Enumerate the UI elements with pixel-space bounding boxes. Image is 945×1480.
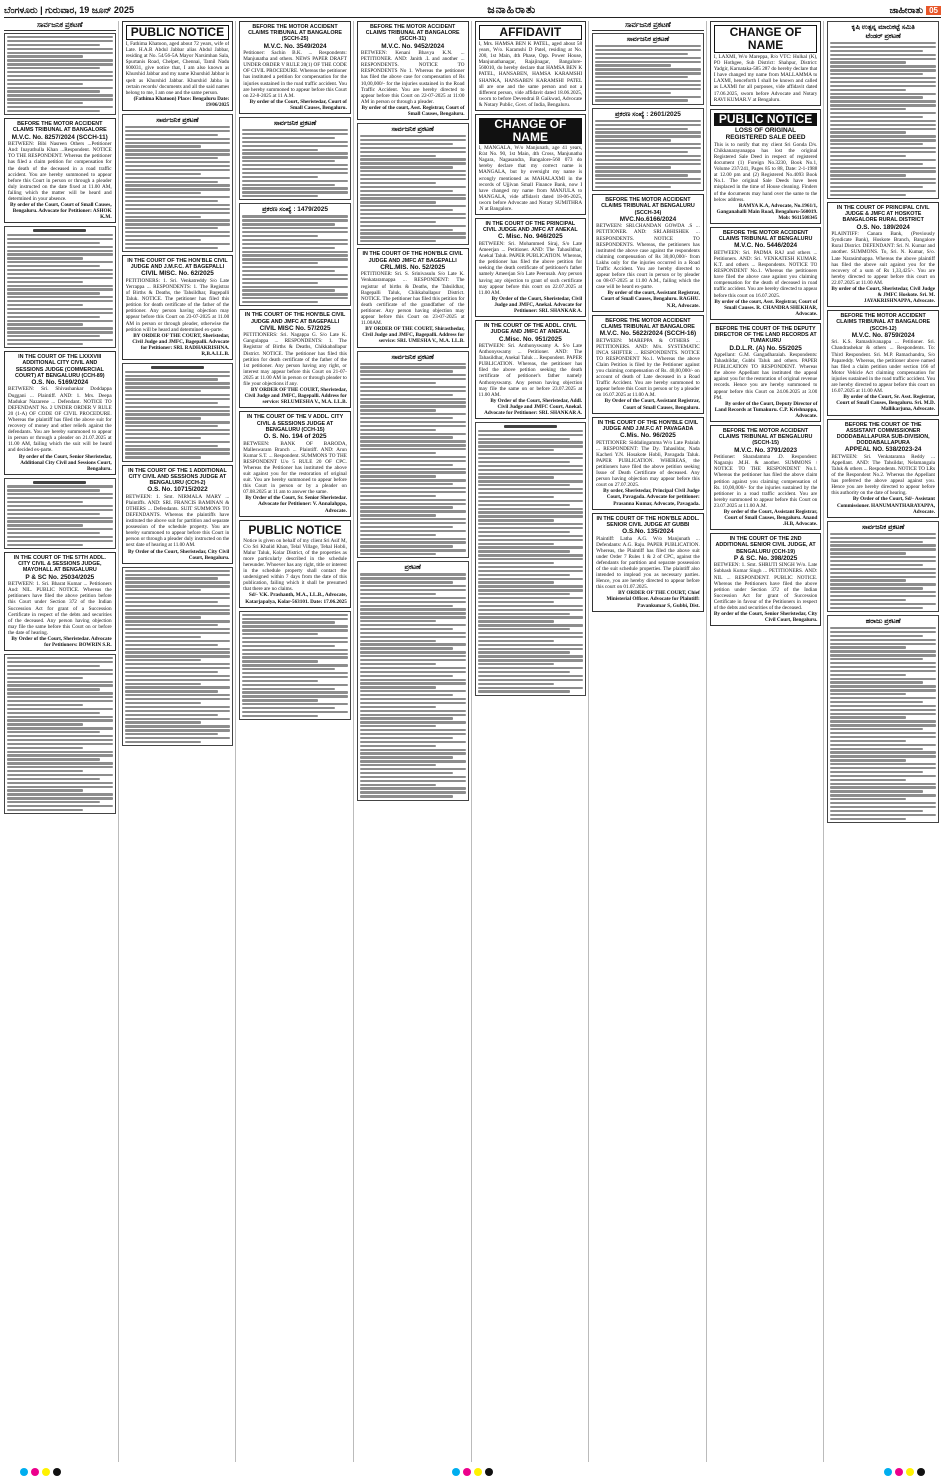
notice-signature: By Order of the Court, Sheristedar, City Civil Court, Bengaluru. — [127, 548, 230, 561]
notice-heading: IN THE COURT OF THE 2ND ADDITIONAL SENIOR CIVIL JUDGE, AT BENGALURU (CCH-19) — [715, 536, 816, 555]
notice-heading: BEFORE THE MOTOR ACCIDENT CLAIMS TRIBUNAL AT BENGALURU (SCCH-15) — [718, 428, 813, 447]
court-notice — [239, 411, 351, 516]
notice-heading: IN THE COURT OF THE ADDL. CIVIL JUDGE AND JMFC AT ANEKAL — [483, 323, 577, 336]
court-notice — [239, 309, 351, 408]
notice-body: PETITIONER: Siddalingamma W/o Late Palaiah ... RESPONDENT: The Dy. Tahasildar, Nada Kacheri Y.N. Hosakote Hobli, Pavagada Taluk. PAPER PUBLICATION. WHEREAS, the petitioners have filed the above petition seeking Issue of Death Certificate of deceased. Any person having objection may appear before this court on 27.07.2025. — [596, 439, 700, 489]
kannada-notice-title: ಹರಾಜು ಪ್ರಕಟಣೆ — [865, 617, 901, 625]
text-lines — [595, 45, 701, 102]
color-registration-marks-left — [20, 1468, 61, 1476]
notice-heading: IN THE COURT OF THE HON'BLE CIVIL JUDGE AND J.M.F.C AT PAVAGADA — [597, 419, 699, 432]
case-number: C.Mis. No. 96/2025 — [620, 432, 676, 440]
notice-body: Sri. K.S. Ramashivanappa ... Petitioner. Sri. Chandrashekar & others ... Respondents. To: Third Respondent. Sri. M.P. Ramachandra, S/o Papareddy. Whereas, the petitioner above named has filed a claim petition under section 166 of Motor Vehicle Act claiming compensation for injuries sustained in the road traffic accident. You are hereby directed to appear before this court on 16.07.2025 at 11.00 AM. — [831, 339, 935, 395]
text-lines — [7, 657, 113, 811]
masthead: ಜನಾಹಿರಾತು — [487, 4, 537, 16]
notice-body: PETITIONERS: 1. Sri. Venkatreddy S/o Late Yerrappa ... RESPONDENTS: 1. The Registrar of Births & Deaths, the Tahsildhar, Bagepalli Taluk. NOTICE. The petitioner has filed this petition for death certificate of the father of the petitioner. Any person having objection may appear before this Court on 23-07-2025 at 11.00 AM in person or through pleader, otherwise the petition will be heard and determined ex-parte. — [125, 277, 230, 333]
text-lines — [830, 42, 936, 196]
notice-title: PUBLIC NOTICE — [126, 25, 230, 40]
page-header — [4, 4, 941, 18]
notice-heading: IN THE COURT OF THE PRINCIPAL CIVIL JUDGE AND JMFC AT ANEKAL — [482, 221, 578, 234]
notice-body: Petitioner: Sharadamma .D. Respondent: Nagaraju .M.H. & another. SUMMONS / NOTICE TO THE RESPONDENT No.1. Whereas the petitioner has filed the above claim petition against you claiming compensation of Rs. 10,00,000/- for the injuries sustained by the petitioner in a road traffic accident. You are hereby summoned to appear before this Court on 23.07.2025 at 11.00 A.M. — [713, 454, 818, 509]
columns — [4, 21, 941, 1462]
black-dot-icon — [485, 1468, 493, 1476]
court-notice — [592, 315, 704, 414]
notice-body: BETWEEN: Sri. Mohammed Siraj, S/o Late Ameerjan ... Petitioner. AND: The Tahasildhar, Anekal Taluk. PAPER PUBLICATION. Whereas, the petitioner has filed the above petition for seeking the death certificate of petitioner's father namely Ameerjan S/o Late Peerusab. Any person having any objection to grant of such certificate may appear before this court on 22.07.2025 at 11.00 AM. — [478, 240, 583, 296]
kannada-notice-title: ಸಾರ್ವಜನಿಕ ಪ್ರಕಟಣೆ — [862, 523, 905, 531]
notice-body: BETWEEN: Sri. PADMA RAJ and others ... Petitioners. AND: Sri. VENKATESH KUMAR. K.T. and others ... Respondents. NOTICE TO RESPONDENT No.1. Whereas the petitioners have filed the above case against you claiming compensation for the death of deceased in road traffic accident. You are hereby directed to appear before this court on 16.07.2025. — [713, 249, 818, 299]
color-registration-marks-right — [884, 1468, 925, 1476]
notice-signature: BY ORDER OF THE COURT, Shirasthedar, Civil Judge and JMFC, Bagepalli. Address for service: SRI. UMESHA V., M.A. LL.B. — [362, 326, 465, 345]
case-number: O.S. No. 10715/2022 — [147, 486, 208, 494]
text-lines — [360, 135, 466, 242]
court-notice — [710, 227, 822, 320]
kannada-notice — [122, 567, 234, 746]
kannada-notice — [4, 654, 116, 814]
notice-signature: By order, Sheristedar, Principal Civil Judge Court, Pavagada. Advocate for petitioner: Prasanna Kumar, Advocate, Pavagada. — [603, 488, 700, 507]
kannada-notice — [827, 521, 939, 612]
notice-heading: BEFORE THE MOTOR ACCIDENT CLAIMS TRIBUNAL AT BENGALURU — [718, 229, 813, 243]
kannada-notice — [239, 203, 351, 306]
kannada-notice — [239, 611, 351, 720]
court-notice — [710, 425, 822, 530]
notice-heading: BEFORE THE COURT OF THE DEPUTY DIRECTOR OF THE LAND RECORDS AT TUMAKURU — [714, 325, 817, 345]
notice-heading: IN THE COURT OF THE V ADDL. CITY CIVIL & SESSIONS JUDGE AT BENGALURU (CCH-15) — [246, 414, 344, 433]
notice-signature: RAMYA K.A, Advocate, No.1961/1, Ganganahalli Main Road, Bengaluru-560019. Mob: 9611508345 — [716, 202, 818, 221]
kannada-notice — [592, 33, 704, 105]
case-number: O.S. No. 5169/2024 — [31, 378, 89, 386]
notice-signature: By order of the Court, Sheristedar, Civil Judge & JMFC Hoskote. Sri. M. JAYAKRISHNAPPA, Advocate. — [831, 285, 935, 305]
kannada-notice — [122, 114, 234, 252]
kannada-notice-title: ಪ್ರಕಟಣೆ — [404, 564, 421, 572]
kannada-notice-title: ಸಾರ್ವಜನಿಕ ಪ್ರಕಟಣೆ — [391, 353, 434, 361]
notice-signature: BY ORDER OF THE COURT, Sheristedar, Civil Judge and JMFC, Bagepalli. Advocate for Petitioner: SRI. RADHAKRISHNA. R,B.A.LL.B. — [132, 332, 230, 357]
case-number: CIVIL MISC No. 57/2025 — [259, 324, 331, 332]
notice-body: Appellant: G.M. Gangadharaiah. Respondents: Tahashildar, Gubbi Taluk and others. PAPER PUBLICATION TO RESPONDENT. Whereas the above Appellant has instituted the appeal against you for the restoration of original revenue records. Hence you are hereby summoned to appear before this Court on 24.06.2025 at 3.00 PM. — [713, 352, 818, 401]
kannada-notice — [357, 123, 469, 245]
notice-body: BETWEEN: Bibi Nasreen Others ...Petitioner And: Inayathulla Khan ...Respondent. NOTICE TO THE RESPONDENT. Whereas the petitioner has filed a claim petition for compensation for the death of the deceased in a road traffic accident. You are hereby summoned to appear before this Court in person or through a pleader duly instructed on the date fixed at 11.00 AM, failing which the matter will be heard and determined in your absence. — [8, 141, 112, 202]
notice-body: I, Fathima Khatoon, aged about 72 years, wife of Late. H.A.R Abdul Jabbar alias Abdul Jabbar, residing at No. 54/56-5A Mayor Narsimhan Sala, Spurtanis Road, Chelpet, Chennai, Tamil Nadu 600031, give notice that, I am also known as Khurshid Jabbar and my name Khurshid Jabbar is spelt as Khurshid Jabbar. Khurshid Jabba in certain records/ documents and all the said names belong to me, I am one and the same person. — [125, 41, 230, 96]
text-lines — [242, 215, 348, 303]
kannada-notice — [4, 33, 116, 115]
notice-signature: By order of the court, Assistant Registrar, Court of Small Causes, Bengaluru. RAGHU. N.R, Advocate. — [600, 290, 700, 309]
notice-heading: BEFORE THE MOTOR ACCIDENT CLAIMS TRIBUNAL AT BANGALORE — [600, 317, 695, 330]
court-notice — [827, 419, 939, 518]
column-7 — [710, 21, 825, 1462]
kannada-notice — [475, 422, 587, 696]
column-4 — [357, 21, 472, 1462]
court-notice — [592, 417, 704, 510]
text-lines — [125, 570, 231, 743]
case-number: C.Misc. No. 951/2025 — [498, 335, 562, 343]
yellow-dot-icon — [42, 1468, 50, 1476]
notice-signature: By order of the Court, Assistant Registrar, Court of Small Causes, Bengaluru. Anand .H.B, Advocate. — [723, 509, 818, 528]
notice-heading: IN THE COURT OF THE HON'BLE ADDL. SENIOR CIVIL JUDGE AT GUBBI — [596, 515, 700, 528]
notice-heading: BEFORE THE MOTOR ACCIDENT CLAIMS TRIBUNAL AT BENGALURU (SCCH-34) — [601, 197, 695, 216]
notice-body: PLAINTIFF: Canara Bank, (Previously Syndicate Bank), Hoskote Branch, Bangalore Rural District. DEFENDANT: Sri. N. Kumar and another. SUMMONS. To, Sri. N. Kumar, S/o. Late Narasimhappa. Whereas the above plaintiff has filed the above suit against you for the recovery of a sum of Rs 1,33,425/-. You are hereby directed to appear before this court on 22.07.2025 at 11.00 AM. — [831, 231, 935, 286]
section-heading: ಸಾರ್ವಜನಿಕ ಪ್ರಕಟಣೆ — [592, 21, 704, 31]
kannada-notice — [357, 561, 469, 800]
text-lines — [360, 573, 466, 797]
notice-title: PUBLIC NOTICE — [248, 522, 342, 537]
text-lines — [7, 36, 113, 112]
notice-heading: BEFORE THE MOTOR ACCIDENT CLAIMS TRIBUNAL AT BANGALORE (SCCH-12) — [836, 313, 931, 332]
kannada-notice-title: ಸಾರ್ವಜನಿಕ ಪ್ರಕಟಣೆ — [156, 117, 199, 125]
case-number: CRL.MIS. No. 52/2025 — [380, 263, 446, 271]
magenta-dot-icon — [31, 1468, 39, 1476]
notice-body: I, LAXMI, W/o Mareppa, R/o VTC: Hulkal (K), PO Hothgee, Sub District: Shahpur, District: Yadgir, Karnataka-585 287 do hereby declare that I have changed my name from MALLAMMA to LAXMI, henceforth I shall be known and called as LAXMI for all purposes, vide affidavit dated 17.06.2025, sworn before Advocate and Notary RAVI KUMAR.V at Bengaluru. — [713, 54, 818, 103]
notice-signature: By Order of the Court, Sheristedar. Advocate for Petitioners: BOWRIN S.R. — [11, 636, 112, 649]
notice-signature: By Order of the Court, Assistant Registrar, Court of Small Causes, Bengaluru. — [604, 398, 700, 411]
notice-body: I, MANGALA, W/o Manjunath, age 41 years, R/at No. 90, 1st Main, 4th Cross, Manjunatha Nagara, Nagasandra, Bangalore-560 073 do hereby declare that my correct name is MANGALA, but by oversight my name is wrongly mentioned as MAHALAXMI in the records of Ujjivan Small Finance Bank, now I have changed my name from MANJULA to MANGALA, vide affidavit dated 18-06-2025, sworn before Advocate and Notary SUMITHRA .N at Bangalore. — [478, 145, 583, 212]
notice-body: BETWEEN: Sri. Anthonyswamy A. S/o Late Anthonyswamy ... Petitioner. AND: The Tahasildhar, Anekal Taluk ... Respondent. PAPER PUBLICATION. Whereas, the petitioner has filed the above petition seeking the death certificate of petitioner's father namely Anthonyswamy. Any person having objection may file the same on or before 23.07.2025 at 11.00 AM. — [478, 343, 583, 398]
case-number: CIVIL MISC. No. 62/2025 — [141, 270, 214, 278]
case-number: M.V.C. No. 9452/2024 — [381, 42, 445, 50]
notice-heading: BEFORE THE MOTOR ACCIDENT CLAIMS TRIBUNAL AT BANGALORE (SCCH-31) — [365, 24, 460, 43]
case-number: M.V.C. No. 5622/2024 (SCCH-16) — [599, 330, 697, 338]
court-notice — [4, 552, 116, 651]
notice-title: CHANGE OF NAME — [479, 118, 583, 144]
cyan-dot-icon — [452, 1468, 460, 1476]
page-number-badge: 05 — [926, 6, 941, 15]
case-number: M.V.C. No. 8257/2024 (SCCH-11) — [11, 133, 108, 141]
notice-title: PUBLIC NOTICE — [714, 113, 818, 126]
notice-signature: By order of the Court, Senior Sheristedar, Additional City Civil and Sessions Court, Bengaluru. — [18, 453, 112, 472]
column-8 — [827, 21, 941, 1462]
kannada-notice-title: ಸಾರ್ವಜನಿಕ ಪ್ರಕಟಣೆ — [391, 126, 434, 134]
public-notice — [710, 109, 822, 224]
notice-signature: By order of the Court, Senior Sheristedar, City Civil Court, Bengaluru. — [713, 611, 818, 624]
notice-subtitle: LOSS OF ORIGINAL REGISTERED SALE DEED — [725, 126, 806, 142]
kannada-notice-title: ಪ್ರಕರಣ ಸಂಖ್ಯೆ : 1479/2025 — [262, 206, 329, 214]
kannada-notice — [239, 117, 351, 200]
public-notice — [122, 21, 234, 111]
kannada-notice — [827, 21, 939, 199]
column-3 — [239, 21, 354, 1462]
case-number: P & SC No. 25034/2025 — [25, 573, 95, 581]
notice-body: BETWEEN: 1. Smt. SHRUTI SINGH W/o. Late Subhash Kumar Singh ... PETITIONERS. AND: NIL ... RESPONDENT. PUBLIC NOTICE. Whereas the Petitioners have filed the above petition under Section 372 of the Indian Succession Act for grant of Succession Certificate in favour of the Petitioners in respect of the debts and securities of the deceased. — [713, 562, 818, 612]
case-number: D.D.L.R. (A) No. 55/2025 — [729, 344, 802, 352]
court-notice — [827, 202, 939, 307]
text-lines — [360, 363, 466, 556]
notice-body: BETWEEN: Sri. Shivashankar Doddappa Duggani ... Plaintiff. AND: 1. Mrs. Deepa Madukar Nazarene ... Defendant. NOTICE TO DEFENDANT No. 2 UNDER ORDER V RULE 20 (1-A) OF CODE OF CIVIL PROCEDURE. Whereas the plaintiff has filed the above suit for recovery of money and other reliefs against the defendants. You are hereby summoned to appear in person or through a pleader on 21.07.2025 at 11.00 AM, failing which the suit will be heard and decided ex-parte. — [8, 386, 112, 454]
kannada-notice-title: ಸಾರ್ವಜನಿಕ ಪ್ರಕಟಣೆ — [626, 36, 670, 43]
black-dot-icon — [53, 1468, 61, 1476]
magenta-dot-icon — [463, 1468, 471, 1476]
notice-heading: IN THE COURT OF THE 1 ADDITIONAL CITY CIVIL AND SESSIONS JUDGE AT BENGALURU (CCH-2) — [128, 467, 227, 486]
notice-body: BETWEEN: 1. Smt. NIRMALA MARY ... Plaintiffs. AND: SRI. FRANCIS BAMINAN & OTHERS ... Defendants. SUIT SUMMONS TO DEFENDANTS. Whereas the plaintiffs have instituted the above suit for partition and separate possession of the schedule property. You are hereby summoned to appear before this Court in person or through a pleader duly instructed on the next date of hearing at 11.00 AM. — [125, 493, 230, 549]
notice-body: BETWEEN: BANK OF BARODA, Malleswaram Branch ... Plaintiff. AND: Arun Kumar S.T. ... Respondent. SUMMONS TO THE RESPONDENT U/o 5 RULE 20 OF CPC. Whereas the Petitioner has instituted the above suit against you for the restoration of original suit. You are hereby summoned to appear before this Court in person or by a pleader on 07.08.2025 at 11 am to answer the same. — [243, 440, 347, 496]
notice-signature: By order of the Court, Deputy Director of Land Records at Tumakuru. C.P. Krishnappa, Advocate. — [714, 400, 818, 419]
magenta-dot-icon — [895, 1468, 903, 1476]
notice-signature: By order of the court, Asst. Registrar, Court of Small Causes, Bengaluru. — [361, 104, 465, 118]
court-notice — [827, 310, 939, 415]
notice-body: This is to notify that my client Sri Gonda D/s. Chikkanarayanappa has lost the original Registered Sale Deed in respect of registered document (1) Foreign No.3230, Book No.1, Volume 237/241, Pages 85 to 88, Date: 2-1-1988 at 12.00 pm and (2) Registered No.4093 Book No.1. The original Sale Deeds have been misplaced in the time of House cleaning. Finders of the documents may hand over the same to the below address. — [713, 141, 818, 203]
notice-heading: BEFORE THE COURT OF THE ASSISTANT COMMISSIONER DODDABALLAPURA SUB-DIVISION, DODDABALLAPURA — [836, 421, 930, 447]
kannada-notice — [357, 351, 469, 559]
column-1 — [4, 21, 119, 1462]
notice-body: PETITIONER: Sri. S. Srinivasulu S/o Late K. Venkataramappa ... RESPONDENT: The registrar of births & Deaths, the Tahsildhar, Bagepalli Taluk, Chikkaballapur District. NOTICE. The petitioner has filed this petition for death certificate of the grandfather of the petitioner. Any person having objection may appear before this Court on 23-07-2025 at 11.00AM. — [360, 271, 465, 327]
case-number: O. S. No. 194 of 2025 — [263, 433, 327, 441]
kannada-notice — [4, 226, 116, 348]
notice-title: AFFIDAVIT — [479, 25, 583, 40]
header-date: ಬೆಂಗಳೂರು | ಗುರುವಾರ, 19 ಜೂನ್ 2025 — [4, 5, 134, 15]
court-notice — [710, 533, 822, 626]
change-of-name-notice — [475, 114, 587, 215]
notice-heading: IN THE COURT OF THE HON'BLE CIVIL JUDGE AND JMFC AT BAGEPALLI — [362, 251, 463, 264]
case-number: M.V.C. No. 3791/2023 — [734, 446, 798, 454]
notice-body: I, Mrs. HAMSA BEN K PATEL, aged about 58 years, W/o. Karamshi D Patel, residing at No. 200, 1st Main, 4th Phase, Opp. Power House, Manjunathanagar, Rajajinagar, Bangalore-560010, do hereby declare that HAMSA BEN K PATEL, HANSABEN, HAMSA KARAMSHI SHANKA, HANSABEN KARAMSHI PATEL all are one and the same person and not a different person, vide affidavit dated 18.06.2025, sworn to before Devendrai B Gaikwad, Advocate & Notary Public, Govt. of India, Bengaluru. — [478, 41, 583, 108]
section-heading: ಸಾರ್ವಜನಿಕ ಪ್ರಕಟಣೆ — [4, 21, 116, 31]
court-notice — [592, 194, 704, 311]
notice-signature: By Order of the Court, Sd/- Assistant Commissioner. HANUMANTHARAYAPPA, Advocate. — [836, 496, 935, 515]
text-lines — [7, 229, 113, 345]
text-lines — [125, 366, 231, 458]
case-number: P & SC. No. 398/2025 — [733, 554, 798, 562]
kannada-notice-subtitle: ಟೆಂಡರ್ ಪ್ರಕಟಣೆ — [865, 33, 901, 40]
public-notice — [239, 520, 351, 608]
court-notice — [239, 21, 351, 114]
kannada-notice-title: ಪ್ರಕರಣ ಸಂಖ್ಯೆ : 2601/2025 — [614, 110, 681, 118]
kannada-notice-title: ಕೃಷಿ ಉತ್ಪನ್ನ ಮಾರುಕಟ್ಟೆ ಸಮಿತಿ — [851, 24, 915, 31]
notice-heading: IN THE COURT OF PRINCIPAL CIVIL JUDGE & JMFC AT HOSKOTE BANGALORE RURAL DISTRICT — [836, 205, 930, 224]
yellow-dot-icon — [906, 1468, 914, 1476]
yellow-dot-icon — [474, 1468, 482, 1476]
notice-body: PETITIONERS: Sri. Nagappa G. S/o Late K. Gangulappa ... RESPONDENTS: 1. The Registrar of Births & Deaths, Chikkaballapur District. NOTICE. The petitioner has filed this petition for death certificate of the father of the 1st petitioner. Any person having any right, or interest may appear before this Court on 21-07-2025 at 11.00 AM in person or through pleader to file your objections if any. — [243, 332, 347, 388]
case-number: O.S. No. 189/2024 — [856, 223, 910, 231]
case-number: MVC.No.6166/2024 — [619, 215, 677, 223]
kannada-notice — [827, 615, 939, 823]
affidavit-notice — [475, 21, 587, 111]
notice-body: BETWEEN: Kenani Bhavya K.N. ... PETITIONER. AND: Janith .L and another ... RESPONDENTS. NOTICE TO RESPONDENTS No 1. Whereas the petitioner has filed the above case for compensation of Rs 10,00,000/- for the injuries sustained in the Road Traffic Accident. You are hereby directed to appear before this Court on 22-07-2025 at 11:00 AM in person or through a pleader. — [360, 50, 465, 105]
notice-heading: BEFORE THE MOTOR ACCIDENT CLAIMS TRIBUNAL AT BANGALORE — [12, 121, 107, 134]
notice-signature: BY ORDER OF THE COURT, Chief Ministerial Officer. Advocate for Plaintiff: Pavankumar S, Gubbi, Dist. — [606, 590, 700, 609]
notice-title: CHANGE OF NAME — [714, 25, 818, 53]
notice-body: BETWEEN: SRI.CHANDAN GOWDA .S ... PETITIONER. AND: SRI.ABHISHEK ... RESPONDENTS. NOTICE TO RESPONDENTS. Whereas, the petitioners has instituted the above case against the respondents claiming compensation of Rs 30,00,000/- from Lakhs only for the injuries occurred in a Road Traffic Accident. You are hereby directed to appear before this court in person or by pleader on 08-07-2025 at 11.00 A.M., failing which the case will be heard ex-parte. — [596, 223, 700, 291]
cyan-dot-icon — [884, 1468, 892, 1476]
court-notice — [475, 320, 587, 419]
black-dot-icon — [917, 1468, 925, 1476]
notice-body: Notice is given on behalf of my client Sri Asif M, C/o Sri Khalid Khan, Telal Village, Tehal Hobli, Malur Taluk, Kolar District, of the properties as more particularly described in the schedule hereunder. Whoever has any right, title or interest in the schedule property shall contact the undersigned within 7 days from the date of this publication, failing which it shall be presumed that there are no claims. — [243, 537, 347, 593]
notice-heading: BEFORE THE MOTOR ACCIDENT CLAIMS TRIBUNAL AT BANGALORE (SCCH-25) — [248, 24, 343, 43]
text-lines — [7, 481, 113, 546]
case-number: M.V.C. No. 8759/2024 — [851, 331, 915, 339]
court-notice — [357, 248, 469, 347]
court-notice — [4, 351, 116, 475]
color-registration-marks-center — [452, 1468, 493, 1476]
court-notice — [475, 218, 587, 317]
column-6 — [592, 21, 707, 1462]
notice-heading: IN THE COURT OF THE HON'BLE CIVIL JUDGE AND JMFC AT BAGEPALLI — [244, 312, 346, 325]
print-registration-bar — [0, 1464, 945, 1480]
column-5 — [475, 21, 590, 1462]
kannada-notice — [122, 363, 234, 461]
text-lines — [242, 614, 348, 717]
case-number: C. Misc. No. 946/2025 — [497, 233, 563, 241]
case-number: O.S.No. 135/2024 — [622, 528, 674, 535]
notice-body: BETWEEN: 1. Sri. Bharat Kumar ... Petitioners And: NIL. PUBLIC NOTICE. Whereas the petitioners have filed the above petition before this Court under Section 372 of the Indian Succession Act for grant of a Succession Certificate in respect of the debts and securities of the deceased. Any person having objection may file the same before this Court on or before the date of hearing. — [8, 581, 112, 636]
kannada-notice — [4, 478, 116, 549]
notice-heading: IN THE COURT OF THE 57TH ADDL. CITY CIVIL & SESSIONS JUDGE, MAYOHALL AT BENGALURU — [13, 555, 106, 574]
notice-signature: Sd/- V.K. Prashanth, M.A., LL.B., Advocate, Katarjapalya, Kolar-563101. Date: 17.06.2025 — [245, 592, 347, 605]
case-number: M.V.C. No. 5446/2024 — [734, 242, 798, 250]
text-lines — [478, 425, 584, 693]
case-number: APPEAL NO. 538/2023-24 — [844, 446, 922, 454]
header-right — [890, 5, 941, 16]
court-notice — [122, 255, 234, 360]
notice-signature: BY ORDER OF THE COURT, Sheristedar, Civil Judge and JMFC, Bagepalli. Address for service: SRI.UMESHA V., M.A. LL.B. — [244, 387, 347, 406]
notice-signature: By Order of the Court, Sheristedar, Addl. Civil Judge and JMFC Court, Anekal. Advocate for Petitioner: SRI. SHANKAR A. — [484, 397, 583, 417]
notice-body: BETWEEN: MAREPPA & OTHERS ... PETITIONERS. AND: M/s. SYSTEMATIC INCA SHIFTER ... RESPONDENTS. NOTICE TO RESPONDENT No.1. Whereas the above Claim Petition is filed by the Petitioner against you claiming compensation of Rs. 40,00,000/- on account of death of Late deceased in a Road Traffic Accident. You are hereby summoned to appear before this Court in person or by a pleader on 16.07.2025 at 11.00 A.M. — [596, 337, 700, 399]
court-notice — [710, 323, 822, 422]
notice-body: Plaintiff: Latha A.G. W/o Manjunath ... Defendants: A.G. Raju. PAPER PUBLICATION. Whereas, the Plaintiff has filed the above suit under Order 7 Rules 1 & 2 of CPC, against the defendants for partition and separate possession of the suit schedule properties. The plaintiff also intended to implead you as necessary parties. Hence, you are hereby directed to appear before this court on 01.07.2025. — [596, 535, 700, 591]
notice-heading: IN THE COURT OF THE LXXXVIII ADDITIONAL CITY CIVIL AND SESSIONS JUDGE (COMMERCIAL COURT) AT BENGALURU (CCH-89) — [15, 354, 105, 379]
text-lines — [595, 120, 701, 188]
notice-signature: (Fathima Khatoon) Place: Bengaluru Date: 19/06/2025 — [133, 95, 230, 108]
kannada-notice-title: ಸಾರ್ವಜನಿಕ ಪ್ರಕಟಣೆ — [273, 120, 317, 128]
court-notice — [4, 118, 116, 223]
notice-signature: By order of the court, Asst. Registrar, Court of Small Causes. R. CHANDRA SHEKHAR, Advocate. — [714, 298, 818, 317]
kannada-notice — [592, 108, 704, 191]
court-notice — [122, 465, 234, 564]
case-number: M.V.C. No. 3549/2024 — [263, 42, 327, 50]
text-lines — [125, 126, 231, 249]
cyan-dot-icon — [20, 1468, 28, 1476]
text-lines — [830, 533, 936, 609]
notice-signature: By order of the Court, Sheristedar, Court of Small Causes, Bengaluru. — [249, 98, 347, 111]
court-notice — [357, 21, 469, 120]
notice-heading: IN THE COURT OF THE HON'BLE CIVIL JUDGE AND J.M.F.C. AT BAGEPALLI — [127, 257, 228, 271]
change-of-name-notice — [710, 21, 822, 106]
notice-body: BETWEEN: Sri. Venkatarama Reddy ... Appellant. AND: The Tahsildar, Nelamangala Taluk & others ... Respondents. NOTICE TO LRs of the Respondent No.2. Whereas the Appellant has preferred the above appeal against you. Hence you are hereby directed to appear before this authority on the date of hearing. — [831, 453, 935, 497]
court-notice — [592, 513, 704, 612]
text-lines — [830, 627, 936, 820]
text-lines — [242, 129, 348, 197]
section-name: ಜಾಹೀರಾತು — [889, 5, 924, 15]
notice-signature: By order of the Court, Sr. Asst. Registrar, Court of Small Causes, Bengaluru. Sri. M.D. Mallikarjuna, Advocate. — [836, 394, 935, 413]
notice-signature: By order of the Court, Court of Small Causes, Bengaluru. Advocate for Petitioner: ASHOK K.M. — [9, 202, 112, 221]
column-2 — [122, 21, 237, 1462]
notice-body: Petitioner: Sachin B.K. ... Respondents: Manjunatha and others. NEWS PAPER DRAFT UNDER ORDER V RULE 20(1) OF THE CODE OF CIVIL PROCEDURE. Whereas the petitioner has instituted a petition for compensation for the injuries sustained in the road traffic accident. You are hereby summoned to appear before this Court on 22-8-2025 at 11 A.M. — [243, 50, 347, 99]
notice-signature: By Order of the Court, Sheristedar, Civil Judge and JMFC, Anekal. Advocate for Petitioner: SRI. SHANKAR A. — [491, 295, 583, 314]
notice-signature: By Order of the Court, Sr. Senior Sheristedar. Advocate for Petitioner: V. Annalahppa, Advocate. — [245, 495, 347, 514]
